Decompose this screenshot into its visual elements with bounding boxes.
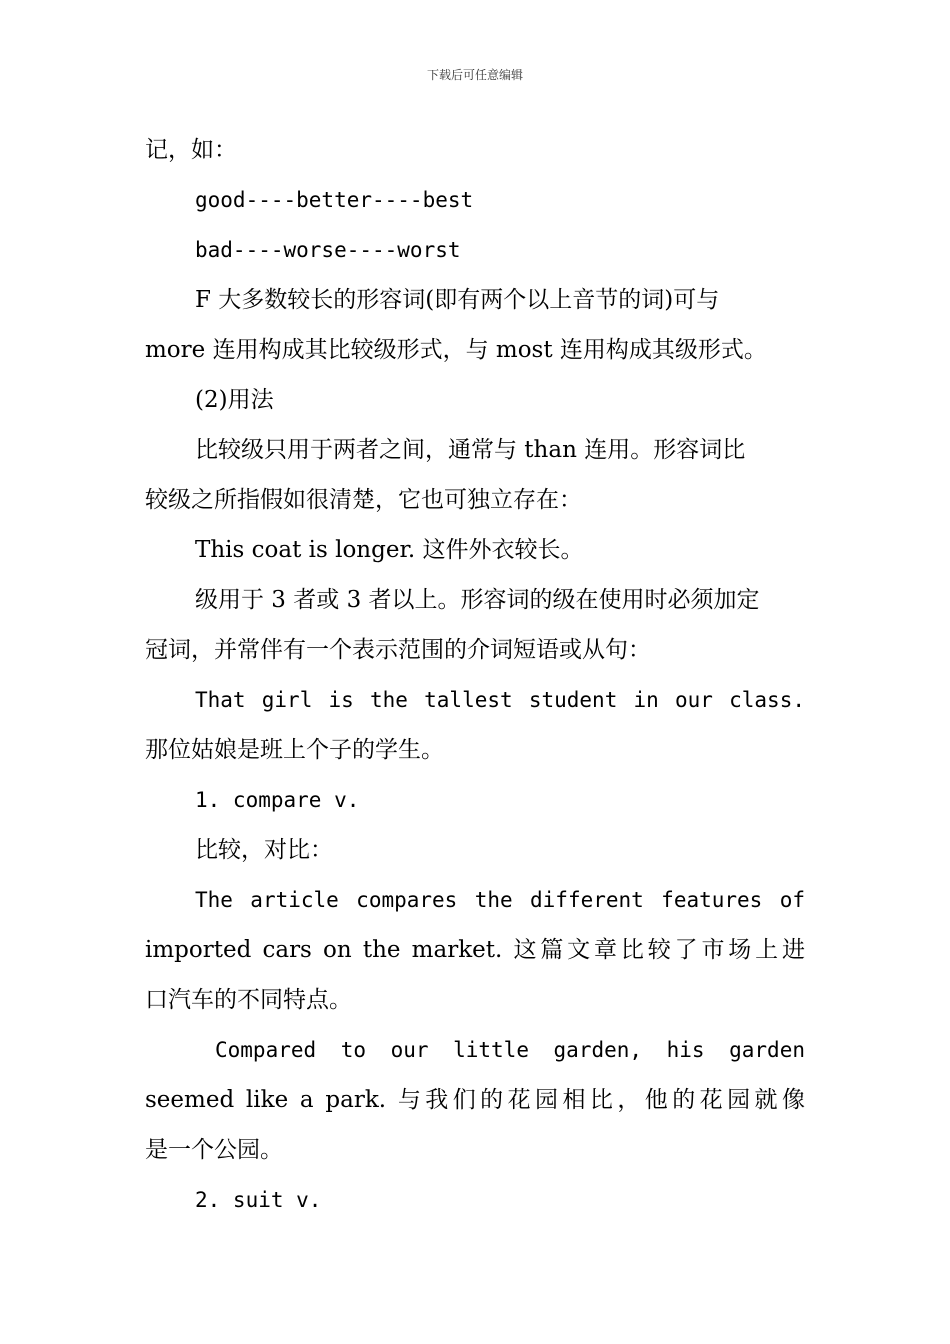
text-line: 比较级只用于两者之间，通常与 than 连用。形容词比 bbox=[195, 437, 746, 463]
example-line: good----better----best bbox=[195, 188, 474, 212]
text-line: 冠词，并常伴有一个表示范围的介词短语或从句： bbox=[145, 637, 651, 663]
text-line: 级用于 3 者或 3 者以上。形容词的级在使用时必须加定 bbox=[195, 587, 760, 613]
text-line: F 大多数较长的形容词(即有两个以上音节的词)可与 bbox=[195, 287, 720, 313]
example-line: The article compares the different features of bbox=[195, 888, 805, 912]
example-line: bad----worse----worst bbox=[195, 238, 461, 262]
vocab-heading: 1. compare v. bbox=[195, 788, 360, 812]
section-heading: (2)用法 bbox=[195, 387, 274, 413]
text-line: 是一个公园。 bbox=[145, 1137, 283, 1163]
text-line: 口汽车的不同特点。 bbox=[145, 987, 352, 1013]
example-line: That girl is the tallest student in our class. bbox=[195, 688, 805, 712]
example-line: Compared to our little garden, his garden bbox=[215, 1038, 805, 1062]
example-line: imported cars on the market. 这篇文章比较了市场上进 bbox=[145, 937, 805, 963]
text-line: more 连用构成其比较级形式，与 most 连用构成其级形式。 bbox=[145, 337, 767, 363]
document-body bbox=[145, 125, 805, 1225]
text-line: 记，如： bbox=[145, 137, 237, 163]
example-line: seemed like a park. 与我们的花园相比，他的花园就像 bbox=[145, 1087, 805, 1113]
text-line: 比较，对比： bbox=[195, 837, 333, 863]
vocab-heading: 2. suit v. bbox=[195, 1188, 322, 1212]
page-header: 下载后可任意编辑 bbox=[426, 68, 523, 82]
text-line: 较级之所指假如很清楚，它也可独立存在： bbox=[145, 487, 582, 513]
text-line: 那位姑娘是班上个子的学生。 bbox=[145, 737, 444, 763]
example-line: This coat is longer. 这件外衣较长。 bbox=[195, 537, 584, 563]
